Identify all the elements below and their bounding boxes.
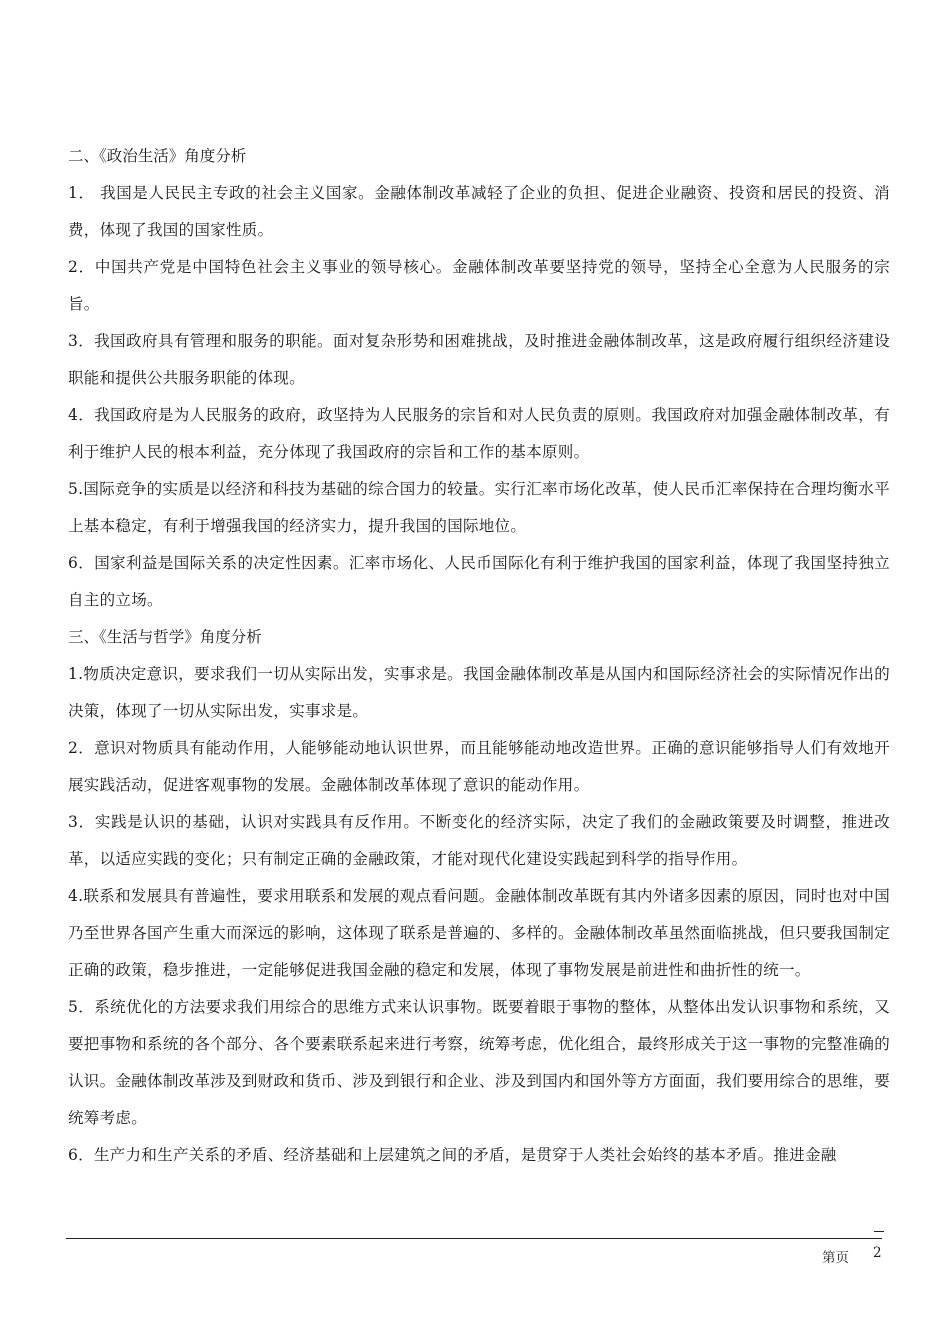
philosophy-point-2: 2．意识对物质具有能动作用，人能够能动地认识世界，而且能够能动地改造世界。正确的意识能够指导人们有效地开展实践活动，促进客观事物的发展。金融体制改革体现了意识的能动作用。 (68, 739, 890, 794)
philosophy-point-5: 5．系统优化的方法要求我们用综合的思维方式来认识事物。既要着眼于事物的整体，从整体出发认识事物和系统，又要把事物和系统的各个部分、各个要素联系起来进行考察，统筹考虑，优化组合，最终形成关于这一事物的完整准确的认识。金融体制改革涉及到财政和货币、涉及到银行和企业、涉及到国内和国外等方方面面，我们要用综合的思维，要统筹考虑。 (68, 998, 890, 1127)
politics-point-5: 5.国际竞争的实质是以经济和科技为基础的综合国力的较量。实行汇率市场化改革，使人民币汇率保持在合理均衡水平上基本稳定，有利于增强我国的经济实力，提升我国的国际地位。 (68, 480, 890, 535)
page-number: 2 (873, 1245, 882, 1261)
politics-point-2: 2．中国共产党是中国特色社会主义事业的领导核心。金融体制改革要坚持党的领导，坚持全心全意为人民服务的宗旨。 (68, 258, 890, 313)
philosophy-point-1: 1.物质决定意识，要求我们一切从实际出发，实事求是。我国金融体制改革是从国内和国际经济社会的实际情况作出的决策，体现了一切从实际出发，实事求是。 (68, 665, 890, 720)
document-body (68, 138, 890, 1174)
footer-divider (66, 1238, 882, 1239)
section-heading-politics: 二、《政治生活》角度分析 (68, 147, 247, 165)
section-heading-philosophy: 三、《生活与哲学》角度分析 (68, 628, 262, 646)
politics-point-6: 6．国家利益是国际关系的决定性因素。汇率市场化、人民币国际化有利于维护我国的国家利益，体现了我国坚持独立自主的立场。 (68, 554, 890, 609)
philosophy-point-4: 4.联系和发展具有普遍性，要求用联系和发展的观点看问题。金融体制改革既有其内外诸多因素的原因，同时也对中国乃至世界各国产生重大而深远的影响，这体现了联系是普遍的、多样的。金融体制改革虽然面临挑战，但只要我国制定正确的政策，稳步推进，一定能够促进我国金融的稳定和发展，体现了事物发展是前进性和曲折性的统一。 (68, 887, 890, 979)
politics-point-1: 1． 我国是人民民主专政的社会主义国家。金融体制改革减轻了企业的负担、促进企业融资、投资和居民的投资、消费，体现了我国的国家性质。 (68, 184, 890, 239)
footer-dash-mark (874, 1231, 884, 1232)
politics-point-3: 3．我国政府具有管理和服务的职能。面对复杂形势和困难挑战，及时推进金融体制改革，这是政府履行组织经济建设职能和提供公共服务职能的体现。 (68, 332, 890, 387)
page-label: 第页 (822, 1250, 849, 1266)
politics-point-4: 4．我国政府是为人民服务的政府，政坚持为人民服务的宗旨和对人民负责的原则。我国政府对加强金融体制改革，有利于维护人民的根本利益，充分体现了我国政府的宗旨和工作的基本原则。 (68, 406, 890, 461)
philosophy-point-6: 6．生产力和生产关系的矛盾、经济基础和上层建筑之间的矛盾，是贯穿于人类社会始终的基本矛盾。推进金融 (68, 1146, 837, 1164)
philosophy-point-3: 3．实践是认识的基础，认识对实践具有反作用。不断变化的经济实际，决定了我们的金融政策要及时调整，推进改革，以适应实践的变化；只有制定正确的金融政策，才能对现代化建设实践起到科学的指导作用。 (68, 813, 890, 868)
